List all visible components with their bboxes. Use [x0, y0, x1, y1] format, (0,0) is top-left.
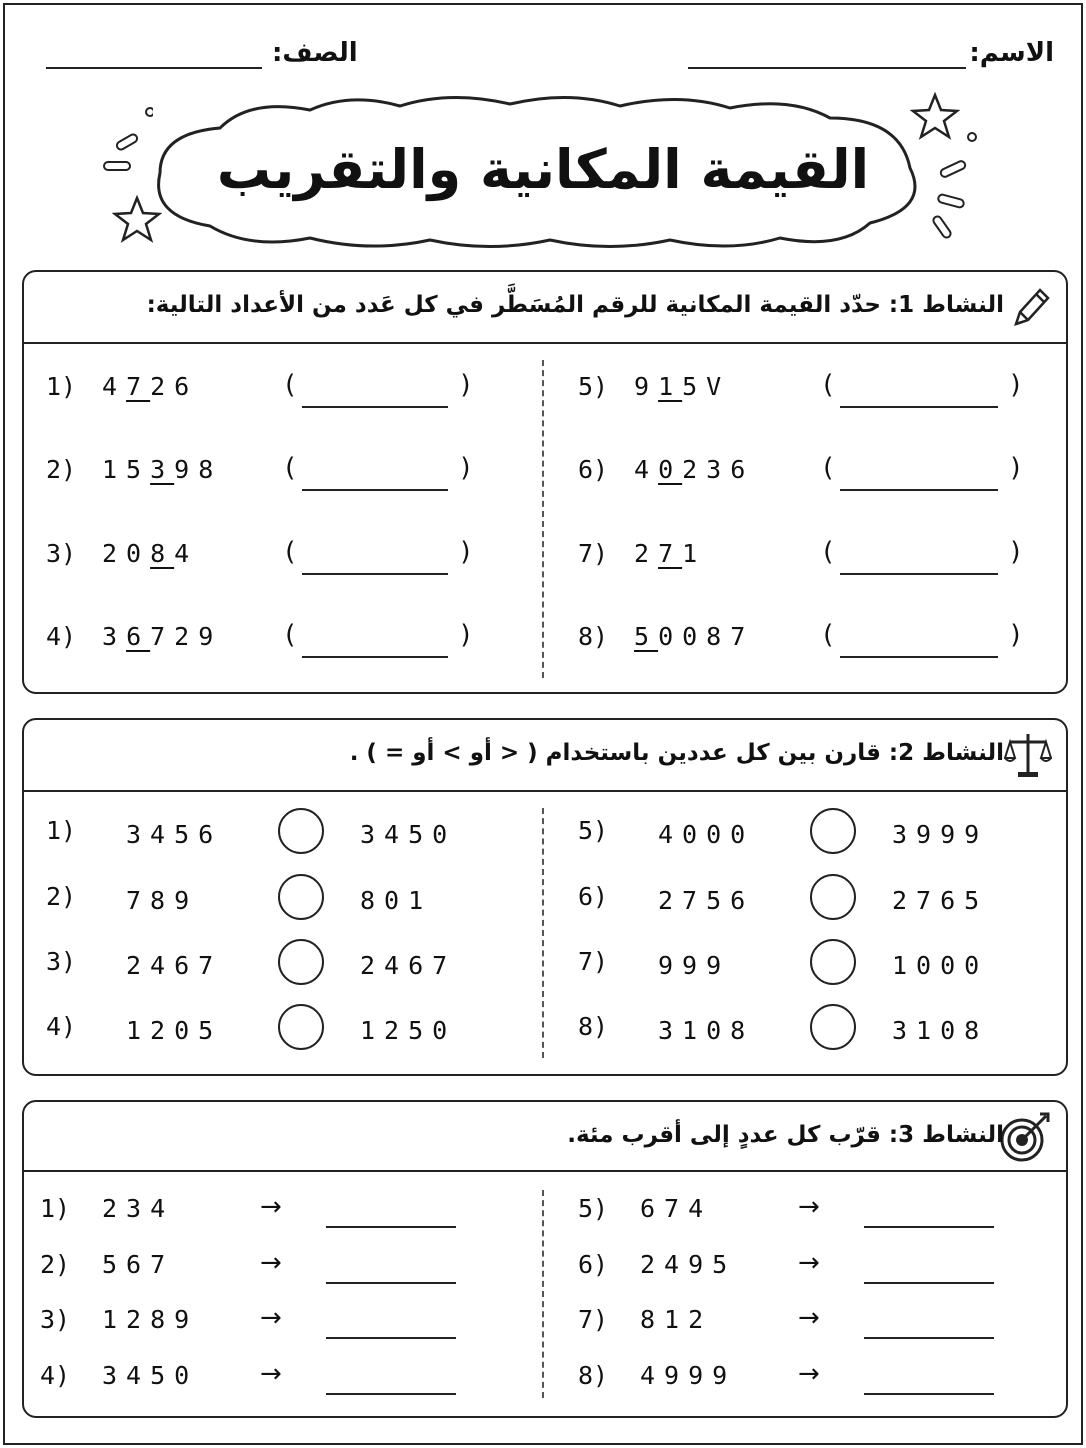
underlined-digit: 7	[126, 372, 151, 401]
activity-1-instructions: النشاط 1: حدّد القيمة المكانية للرقم المُسَطَّر في كل عَدد من الأعداد التالية:	[146, 292, 1004, 318]
answer-blank[interactable]	[840, 573, 998, 575]
second-number: 3108	[892, 1016, 989, 1045]
first-number: 2467	[126, 951, 223, 980]
item-number: 4)	[46, 622, 77, 651]
open-paren: (	[282, 453, 298, 483]
second-number: 801	[360, 886, 433, 915]
answer-blank[interactable]	[840, 406, 998, 408]
activity-3-instructions: النشاط 3: قرّب كل عددٍ إلى أقرب مئة.	[567, 1122, 1004, 1148]
arrow-icon: →	[798, 1192, 820, 1222]
compare-circle[interactable]	[278, 939, 324, 985]
first-number: 789	[126, 886, 199, 915]
arrow-icon: →	[260, 1303, 282, 1333]
column-divider	[542, 1190, 544, 1398]
underlined-digit: 5	[634, 622, 659, 651]
second-number: 3450	[360, 820, 457, 849]
sparkle-icon	[98, 100, 153, 250]
item-number: 7)	[578, 1305, 609, 1334]
first-number: 3108	[658, 1016, 755, 1045]
answer-blank[interactable]	[326, 1226, 456, 1228]
name-label: الاسم:	[969, 38, 1054, 68]
open-paren: (	[820, 537, 836, 567]
answer-blank[interactable]	[840, 656, 998, 658]
number-value: 2495	[640, 1250, 737, 1279]
number-value: 40236	[634, 455, 755, 484]
column-divider	[542, 808, 544, 1058]
close-paren: )	[1008, 370, 1024, 400]
first-number: 1205	[126, 1016, 223, 1045]
first-number: 3456	[126, 820, 223, 849]
second-number: 3999	[892, 820, 989, 849]
name-field[interactable]	[688, 67, 966, 69]
number-value: 271	[634, 539, 707, 568]
item-number: 5)	[578, 1194, 609, 1223]
item-number: 3)	[40, 1305, 71, 1334]
compare-circle[interactable]	[278, 1004, 324, 1050]
item-number: 2)	[40, 1250, 71, 1279]
answer-blank[interactable]	[864, 1337, 994, 1339]
close-paren: )	[458, 620, 474, 650]
open-paren: (	[820, 620, 836, 650]
number-value: 4726	[102, 372, 199, 401]
item-number: 4)	[40, 1361, 71, 1390]
activity-2-box	[22, 718, 1068, 1076]
second-number: 2467	[360, 951, 457, 980]
underlined-digit: 0	[658, 455, 683, 484]
number-value: 1289	[102, 1305, 199, 1334]
number-value: 4999	[640, 1361, 737, 1390]
item-number: 4)	[46, 1012, 77, 1041]
open-paren: (	[282, 620, 298, 650]
open-paren: (	[282, 537, 298, 567]
compare-circle[interactable]	[810, 1004, 856, 1050]
arrow-icon: →	[260, 1192, 282, 1222]
number-value: 567	[102, 1250, 175, 1279]
underlined-digit: 8	[150, 539, 175, 568]
close-paren: )	[458, 453, 474, 483]
item-number: 6)	[578, 1250, 609, 1279]
first-number: 999	[658, 951, 731, 980]
first-number: 2756	[658, 886, 755, 915]
number-value: 50087	[634, 622, 755, 651]
underlined-digit: 7	[658, 539, 683, 568]
arrow-icon: →	[260, 1359, 282, 1389]
answer-blank[interactable]	[864, 1393, 994, 1395]
number-value: 812	[640, 1305, 713, 1334]
activity-3-header	[24, 1102, 1066, 1172]
item-number: 2)	[46, 455, 77, 484]
answer-blank[interactable]	[302, 573, 448, 575]
arrow-icon: →	[260, 1248, 282, 1278]
number-value: 674	[640, 1194, 713, 1223]
item-number: 2)	[46, 882, 77, 911]
number-value: 234	[102, 1194, 175, 1223]
item-number: 6)	[578, 882, 609, 911]
item-number: 7)	[578, 539, 609, 568]
underlined-digit: 6	[126, 622, 151, 651]
column-divider	[542, 360, 544, 678]
answer-blank[interactable]	[302, 489, 448, 491]
open-paren: (	[820, 370, 836, 400]
arrow-icon: →	[798, 1359, 820, 1389]
item-number: 7)	[578, 947, 609, 976]
balance-scale-icon	[1004, 728, 1052, 786]
close-paren: )	[1008, 453, 1024, 483]
item-number: 8)	[578, 1361, 609, 1390]
number-value: 15398	[102, 455, 223, 484]
underlined-digit: 1	[658, 372, 683, 401]
second-number: 1000	[892, 951, 989, 980]
second-number: 2765	[892, 886, 989, 915]
activity-3-box	[22, 1100, 1068, 1418]
answer-blank[interactable]	[302, 656, 448, 658]
item-number: 1)	[40, 1194, 71, 1223]
answer-blank[interactable]	[302, 406, 448, 408]
close-paren: )	[1008, 620, 1024, 650]
close-paren: )	[458, 370, 474, 400]
answer-blank[interactable]	[840, 489, 998, 491]
arrow-icon: →	[798, 1303, 820, 1333]
activity-1-box	[22, 270, 1068, 694]
item-number: 3)	[46, 947, 77, 976]
item-number: 5)	[578, 372, 609, 401]
compare-circle[interactable]	[278, 808, 324, 854]
target-icon	[998, 1110, 1052, 1170]
item-number: 1)	[46, 816, 77, 845]
number-value: 36729	[102, 622, 223, 651]
class-field[interactable]	[46, 67, 262, 69]
pencil-icon	[1008, 284, 1052, 338]
item-number: 6)	[578, 455, 609, 484]
item-number: 8)	[578, 622, 609, 651]
activity-1-header	[24, 272, 1066, 344]
number-value: 3450	[102, 1361, 199, 1390]
answer-blank[interactable]	[326, 1393, 456, 1395]
activity-2-header	[24, 720, 1066, 792]
second-number: 1250	[360, 1016, 457, 1045]
compare-circle[interactable]	[810, 874, 856, 920]
underlined-digit: 3	[150, 455, 175, 484]
compare-circle[interactable]	[810, 808, 856, 854]
item-number: 3)	[46, 539, 77, 568]
item-number: 1)	[46, 372, 77, 401]
answer-blank[interactable]	[326, 1337, 456, 1339]
activity-2-instructions: النشاط 2: قارن بين كل عددين باستخدام ( < أو > أو = ) .	[349, 740, 1004, 766]
open-paren: (	[820, 453, 836, 483]
answer-blank[interactable]	[864, 1226, 994, 1228]
number-value: 915V	[634, 372, 731, 401]
arrow-icon: →	[798, 1248, 820, 1278]
item-number: 5)	[578, 816, 609, 845]
open-paren: (	[282, 370, 298, 400]
compare-circle[interactable]	[810, 939, 856, 985]
close-paren: )	[1008, 537, 1024, 567]
answer-blank[interactable]	[326, 1282, 456, 1284]
number-value: 2084	[102, 539, 199, 568]
compare-circle[interactable]	[278, 874, 324, 920]
close-paren: )	[458, 537, 474, 567]
sparkle-icon	[920, 125, 980, 245]
item-number: 8)	[578, 1012, 609, 1041]
class-label: الصف:	[272, 38, 358, 68]
page-title: القيمة المكانية والتقريب	[216, 138, 870, 201]
answer-blank[interactable]	[864, 1282, 994, 1284]
first-number: 4000	[658, 820, 755, 849]
